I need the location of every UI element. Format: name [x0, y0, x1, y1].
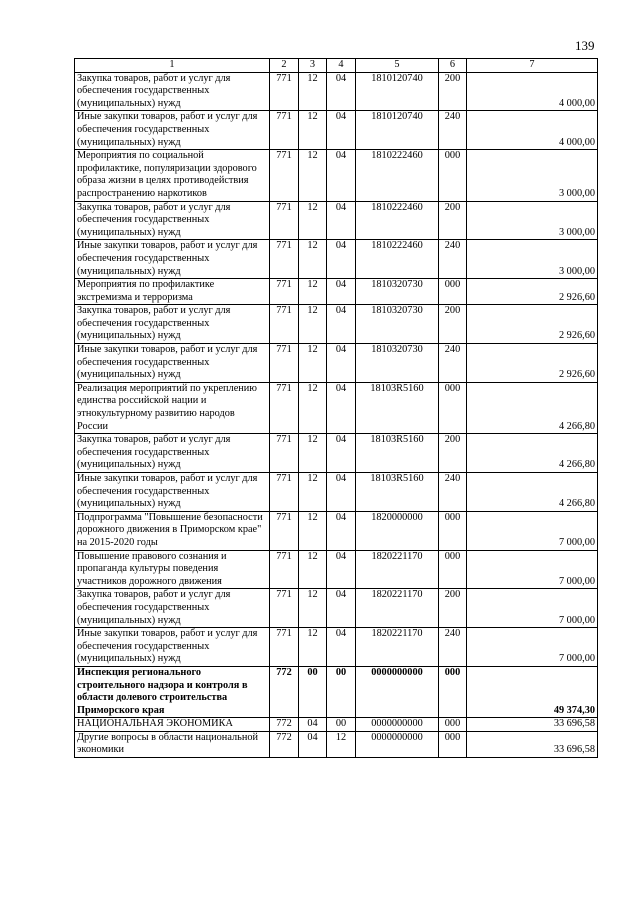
expense-type-cell: 240	[439, 344, 467, 383]
table-row	[75, 511, 598, 550]
section-code-cell: 12	[299, 240, 327, 279]
table-row	[75, 718, 598, 732]
amount-cell: 33 696,58	[467, 718, 598, 732]
section-code-cell: 12	[299, 305, 327, 344]
ministry-code-cell: 771	[270, 150, 299, 201]
header-cell: 5	[356, 59, 439, 73]
table-row	[75, 72, 598, 111]
expense-type-cell: 000	[439, 511, 467, 550]
item-name-cell: Иные закупки товаров, работ и услуг для обеспечения государственных (муниципальных) нужд	[75, 344, 270, 383]
expense-type-cell: 200	[439, 589, 467, 628]
target-article-cell: 0000000000	[356, 731, 439, 757]
section-code-cell: 12	[299, 111, 327, 150]
target-article-cell: 1820000000	[356, 511, 439, 550]
ministry-code-cell: 771	[270, 305, 299, 344]
expense-type-cell: 240	[439, 111, 467, 150]
section-code-cell: 12	[299, 589, 327, 628]
header-cell: 1	[75, 59, 270, 73]
ministry-code-cell: 772	[270, 718, 299, 732]
table-row	[75, 434, 598, 473]
table-row	[75, 240, 598, 279]
section-code-cell: 12	[299, 150, 327, 201]
ministry-code-cell: 771	[270, 550, 299, 589]
target-article-cell: 1810222460	[356, 150, 439, 201]
target-article-cell: 1810320730	[356, 344, 439, 383]
target-article-cell: 1810320730	[356, 305, 439, 344]
expense-type-cell: 000	[439, 550, 467, 589]
subsection-code-cell: 04	[327, 382, 356, 433]
expense-type-cell: 000	[439, 666, 467, 717]
amount-cell: 7 000,00	[467, 550, 598, 589]
item-name-cell: Инспекция регионального строительного надзора и контроля в области долевого строительства Приморского края	[75, 666, 270, 717]
subsection-code-cell: 04	[327, 434, 356, 473]
expense-type-cell: 240	[439, 240, 467, 279]
subsection-code-cell: 04	[327, 305, 356, 344]
ministry-code-cell: 771	[270, 240, 299, 279]
header-cell: 6	[439, 59, 467, 73]
expense-type-cell: 000	[439, 382, 467, 433]
target-article-cell: 1810120740	[356, 72, 439, 111]
target-article-cell: 1810222460	[356, 201, 439, 240]
section-code-cell: 12	[299, 511, 327, 550]
table-row	[75, 473, 598, 512]
amount-cell: 7 000,00	[467, 589, 598, 628]
page-number: 139	[575, 38, 595, 53]
table-row	[75, 111, 598, 150]
target-article-cell: 1820221170	[356, 589, 439, 628]
expense-type-cell: 200	[439, 305, 467, 344]
header-cell: 3	[299, 59, 327, 73]
section-code-cell: 12	[299, 550, 327, 589]
amount-cell: 4 266,80	[467, 434, 598, 473]
item-name-cell: Другие вопросы в области национальной экономики	[75, 731, 270, 757]
ministry-code-cell: 771	[270, 382, 299, 433]
item-name-cell: НАЦИОНАЛЬНАЯ ЭКОНОМИКА	[75, 718, 270, 732]
expense-type-cell: 000	[439, 718, 467, 732]
section-code-cell: 04	[299, 718, 327, 732]
subsection-code-cell: 04	[327, 550, 356, 589]
ministry-code-cell: 771	[270, 279, 299, 305]
target-article-cell: 1810320730	[356, 279, 439, 305]
table-row	[75, 550, 598, 589]
amount-cell: 7 000,00	[467, 628, 598, 667]
table-row	[75, 589, 598, 628]
header-cell: 2	[270, 59, 299, 73]
subsection-code-cell: 04	[327, 201, 356, 240]
amount-cell: 33 696,58	[467, 731, 598, 757]
target-article-cell: 0000000000	[356, 666, 439, 717]
amount-cell: 4 266,80	[467, 382, 598, 433]
table-row	[75, 150, 598, 201]
amount-cell: 2 926,60	[467, 279, 598, 305]
item-name-cell: Мероприятия по социальной профилактике, популяризации здорового образа жизни в целях противодействия распространению наркотиков	[75, 150, 270, 201]
expense-type-cell: 200	[439, 72, 467, 111]
item-name-cell: Иные закупки товаров, работ и услуг для обеспечения государственных (муниципальных) нужд	[75, 628, 270, 667]
table-row	[75, 731, 598, 757]
table-row	[75, 666, 598, 717]
expense-type-cell: 240	[439, 473, 467, 512]
item-name-cell: Закупка товаров, работ и услуг для обеспечения государственных (муниципальных) нужд	[75, 434, 270, 473]
expense-type-cell: 000	[439, 731, 467, 757]
item-name-cell: Иные закупки товаров, работ и услуг для обеспечения государственных (муниципальных) нужд	[75, 111, 270, 150]
table-row	[75, 201, 598, 240]
expense-type-cell: 000	[439, 150, 467, 201]
target-article-cell: 1820221170	[356, 550, 439, 589]
table-row	[75, 305, 598, 344]
section-code-cell: 00	[299, 666, 327, 717]
amount-cell: 49 374,30	[467, 666, 598, 717]
expense-type-cell: 200	[439, 201, 467, 240]
section-code-cell: 12	[299, 382, 327, 433]
table-row	[75, 279, 598, 305]
ministry-code-cell: 772	[270, 731, 299, 757]
section-code-cell: 12	[299, 628, 327, 667]
section-code-cell: 12	[299, 72, 327, 111]
subsection-code-cell: 04	[327, 344, 356, 383]
item-name-cell: Закупка товаров, работ и услуг для обеспечения государственных (муниципальных) нужд	[75, 72, 270, 111]
ministry-code-cell: 771	[270, 434, 299, 473]
item-name-cell: Мероприятия по профилактике экстремизма и терроризма	[75, 279, 270, 305]
section-code-cell: 12	[299, 434, 327, 473]
subsection-code-cell: 04	[327, 473, 356, 512]
target-article-cell: 1820221170	[356, 628, 439, 667]
subsection-code-cell: 12	[327, 731, 356, 757]
ministry-code-cell: 771	[270, 511, 299, 550]
header-row	[75, 59, 598, 73]
target-article-cell: 18103R5160	[356, 434, 439, 473]
subsection-code-cell: 04	[327, 111, 356, 150]
table-row	[75, 628, 598, 667]
header-cell: 7	[467, 59, 598, 73]
expense-type-cell: 000	[439, 279, 467, 305]
subsection-code-cell: 00	[327, 718, 356, 732]
subsection-code-cell: 04	[327, 240, 356, 279]
header-cell: 4	[327, 59, 356, 73]
section-code-cell: 12	[299, 344, 327, 383]
expense-type-cell: 200	[439, 434, 467, 473]
table-row	[75, 344, 598, 383]
amount-cell: 3 000,00	[467, 150, 598, 201]
amount-cell: 2 926,60	[467, 305, 598, 344]
subsection-code-cell: 04	[327, 589, 356, 628]
ministry-code-cell: 771	[270, 628, 299, 667]
amount-cell: 4 000,00	[467, 111, 598, 150]
ministry-code-cell: 772	[270, 666, 299, 717]
amount-cell: 4 000,00	[467, 72, 598, 111]
budget-table	[74, 58, 598, 758]
ministry-code-cell: 771	[270, 344, 299, 383]
ministry-code-cell: 771	[270, 589, 299, 628]
item-name-cell: Реализация мероприятий по укреплению единства российской нации и этнокультурному развитию народов России	[75, 382, 270, 433]
item-name-cell: Закупка товаров, работ и услуг для обеспечения государственных (муниципальных) нужд	[75, 589, 270, 628]
ministry-code-cell: 771	[270, 111, 299, 150]
ministry-code-cell: 771	[270, 201, 299, 240]
item-name-cell: Подпрограмма "Повышение безопасности дорожного движения в Приморском крае" на 2015-2020 годы	[75, 511, 270, 550]
expense-type-cell: 240	[439, 628, 467, 667]
amount-cell: 3 000,00	[467, 240, 598, 279]
item-name-cell: Повышение правового сознания и пропаганда культуры поведения участников дорожного движения	[75, 550, 270, 589]
section-code-cell: 12	[299, 201, 327, 240]
table-row	[75, 382, 598, 433]
amount-cell: 7 000,00	[467, 511, 598, 550]
target-article-cell: 18103R5160	[356, 473, 439, 512]
amount-cell: 3 000,00	[467, 201, 598, 240]
item-name-cell: Закупка товаров, работ и услуг для обеспечения государственных (муниципальных) нужд	[75, 201, 270, 240]
item-name-cell: Закупка товаров, работ и услуг для обеспечения государственных (муниципальных) нужд	[75, 305, 270, 344]
amount-cell: 2 926,60	[467, 344, 598, 383]
section-code-cell: 12	[299, 473, 327, 512]
amount-cell: 4 266,80	[467, 473, 598, 512]
target-article-cell: 1810222460	[356, 240, 439, 279]
subsection-code-cell: 04	[327, 628, 356, 667]
target-article-cell: 1810120740	[356, 111, 439, 150]
ministry-code-cell: 771	[270, 72, 299, 111]
section-code-cell: 04	[299, 731, 327, 757]
item-name-cell: Иные закупки товаров, работ и услуг для обеспечения государственных (муниципальных) нужд	[75, 473, 270, 512]
target-article-cell: 18103R5160	[356, 382, 439, 433]
ministry-code-cell: 771	[270, 473, 299, 512]
target-article-cell: 0000000000	[356, 718, 439, 732]
subsection-code-cell: 04	[327, 279, 356, 305]
subsection-code-cell: 04	[327, 150, 356, 201]
subsection-code-cell: 04	[327, 511, 356, 550]
subsection-code-cell: 00	[327, 666, 356, 717]
item-name-cell: Иные закупки товаров, работ и услуг для обеспечения государственных (муниципальных) нужд	[75, 240, 270, 279]
section-code-cell: 12	[299, 279, 327, 305]
subsection-code-cell: 04	[327, 72, 356, 111]
